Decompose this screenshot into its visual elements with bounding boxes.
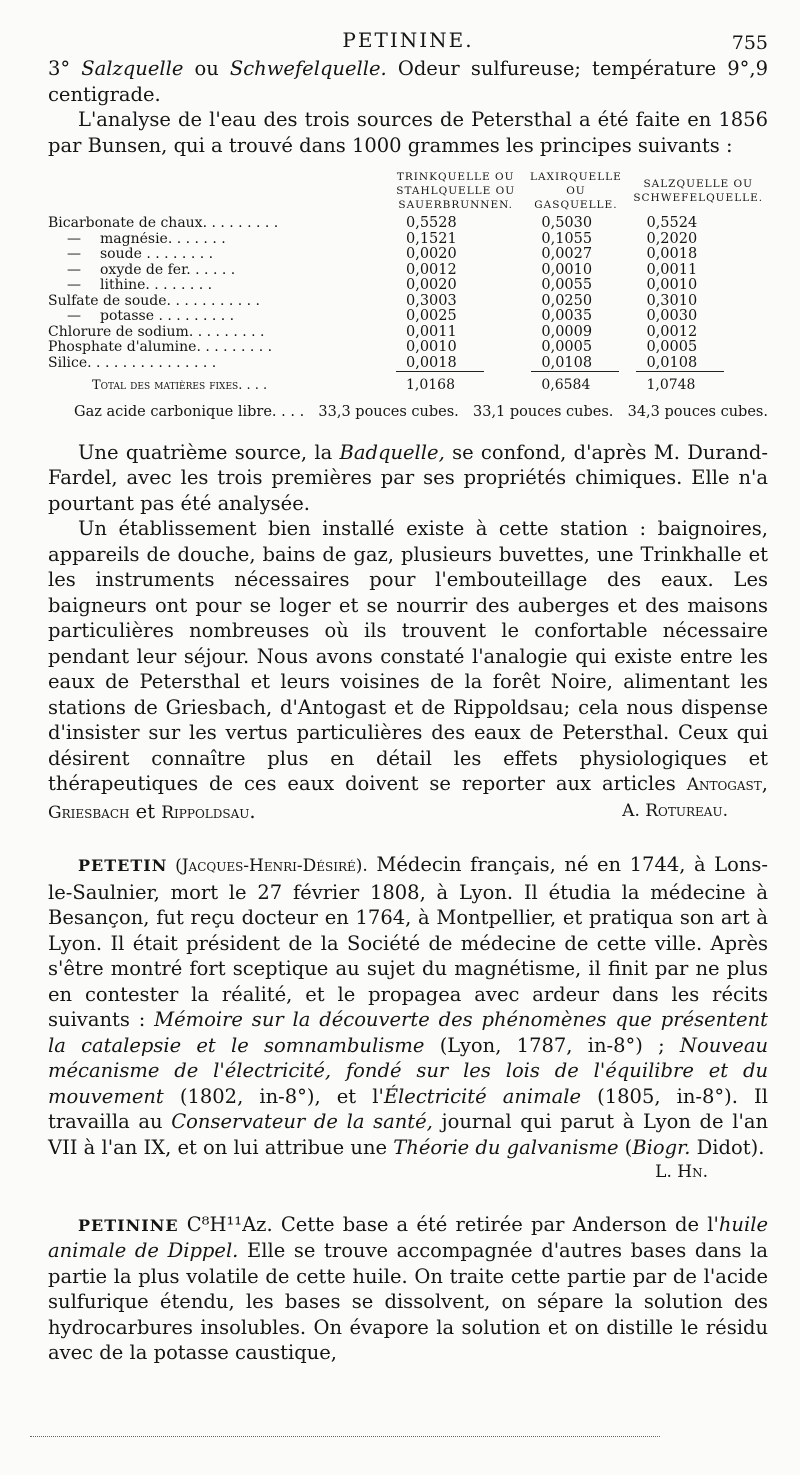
table-row: — oxyde de fer. . . . . . 0,0012 0,0010 0,0011 (48, 263, 768, 279)
cell-value: 0,0012 (646, 323, 698, 340)
table-row (48, 325, 768, 341)
intro-paragraph: 3° Salzquelle ou Schwefelquelle. Odeur sulfureuse; température 9°,9 centigrade. (48, 57, 768, 106)
cell-value: 0,0035 (541, 308, 593, 324)
total-rule (636, 371, 724, 372)
cell-value: 0,5524 (646, 215, 698, 231)
total-rule (531, 371, 619, 372)
analysis-paragraph: L'analyse de l'eau des trois sources de Petersthal a été faite en 1856 par Bunsen, qui a trouvé dans 1000 grammes les principes suivants : (48, 108, 768, 157)
cell-value: 0,5528 (406, 215, 457, 231)
establishment-paragraph: Un établissement bien installé existe à cette station : baignoires, appareils de douche, bains de gaz, plusieurs buvettes, une Trinkhalle et les instruments nécessaires pour l'embouteillage des eaux. Les baigneurs ont pour se loger et se nourrir des auberges et des maisons particulières nombreuses où ils trouvent le confortable nécessaire pendant leur séjour. Nous avons constaté l'analogie qui existe entre les eaux de Petersthal et leurs voisines de la forêt Noire, alimentant les stations de Griesbach, d'Antogast et de Rippoldsau; cela nous dispense d'insister sur les vertus particulières des eaux de Petersthal. Ceux qui désirent connaître plus en détail les effets physiologiques et thérapeutiques de ces eaux doivent se reporter aux articles Antogast, Griesbach et Rippoldsau. A. Rotureau. (48, 517, 768, 823)
cell-value: 0,1521 (406, 230, 457, 247)
cell-value: 0,0018 (646, 246, 698, 262)
row-label: Phosphate d'alumine. . . . . . . . . (48, 340, 273, 355)
row-label: Bicarbonate de chaux. . . . . . . . . (48, 216, 279, 231)
table-row: — soude . . . . . . . . 0,0020 0,0027 0,0018 (48, 247, 768, 263)
row-label: oxyde de fer. . . . . . (100, 262, 236, 278)
cell-value: 0,3010 (646, 292, 698, 309)
cell-value: 0,0012 (406, 261, 457, 278)
page-number: 755 (731, 32, 768, 54)
petinine-article: PETININE C⁸H¹¹Az. Cette base a été retirée par Anderson de l'huile animale de Dippel. Elle se trouve accompagnée d'autres bases dans la partie la plus volatile de cette huile. On traite cette partie par de l'acide sulfurique étendu, les bases se dissolvent, on sépare la solution des hydrocarbures insolubles. On évapore la solution et on distille le résidu avec de la potasse caustique, (48, 1212, 768, 1364)
headword-petinine: PETININE (78, 1215, 179, 1235)
table-row: — lithine. . . . . . . . 0,0020 0,0055 0,0010 (48, 278, 768, 294)
row-label: lithine. . . . . . . . (100, 278, 213, 293)
col-header-2: LAXIRQUELLE OU GASQUELLE. (530, 171, 622, 211)
cell-value: 0,0108 (646, 354, 698, 371)
table-row (48, 294, 768, 310)
cell-value: 0,0011 (406, 323, 457, 340)
page (48, 28, 768, 1366)
table-row: — magnésie. . . . . . . 0,1521 0,1055 0,2020 (48, 232, 768, 248)
cell-value: 0,0020 (406, 246, 457, 262)
table-row (48, 340, 768, 356)
cell-value: 0,0025 (406, 308, 457, 324)
cell-value: 0,0250 (541, 292, 593, 309)
table-row: — potasse . . . . . . . . . 0,0025 0,0035 0,0030 (48, 309, 768, 325)
total-row: Total des matières fixes. . . . 1,0168 0,6584 1,0748 (92, 377, 696, 393)
cell-value: 0,0005 (541, 339, 593, 355)
row-label: potasse . . . . . . . . . (100, 309, 235, 324)
cell-value: 0,0009 (541, 323, 593, 340)
footer-dotted-line (30, 1436, 660, 1437)
table-row (48, 216, 768, 232)
cell-value: 0,0055 (541, 277, 593, 293)
petetin-article: PETETIN (Jacques-Henri-Désiré). Médecin français, né en 1744, à Lons-le-Saulnier, mort le 27 février 1808, à Lyon. Il étudia la médecine à Besançon, fut reçu docteur en 1764, à Montpellier, et pratiqua son art à Lyon. Il était président de la Société de médecine de cette ville. Après s'être montré fort sceptique au sujet du magnétisme, il finit par ne plus en contester la réalité, et le propagea avec ardeur dans les récits suivants : Mémoire sur la découverte des phénomènes que présentent la catalepsie et le somnambulisme (Lyon, 1787, in-8°) ; Nouveau mécanisme de l'électricité, fondé sur les lois de l'équilibre et du mouvement (1802, in-8°), et l'Électricité animale (1805, in-8°). Il travailla au Conservateur de la santé, journal qui parut à Lyon de l'an VII à l'an IX, et on lui attribue une Théorie du galvanisme (Biogr. Didot). L. Hn. (48, 852, 768, 1160)
cell-value: 0,0030 (646, 308, 698, 324)
badquelle-paragraph: Une quatrième source, la Badquelle, se confond, d'après M. Durand-Fardel, avec les trois premières par ses propriétés chimiques. Elle n'a pourtant pas été analysée. (48, 440, 768, 515)
cell-value: 0,0027 (541, 246, 593, 262)
cell-value: 0,0010 (646, 277, 698, 293)
total-rule (396, 371, 484, 372)
cell-value: 0,0020 (406, 277, 457, 293)
analysis-table (48, 170, 768, 394)
col-header-1: TRINKQUELLE OU STAHLQUELLE OU SAUERBRUNNEN. (396, 171, 516, 211)
row-label: magnésie. . . . . . . (100, 231, 226, 247)
signature-rotureau: A. Rotureau. (622, 800, 728, 821)
cell-value: 0,3003 (406, 292, 457, 309)
cell-value: 0,5030 (541, 215, 593, 231)
cell-value: 0,2020 (646, 230, 698, 247)
cell-value: 0,0010 (541, 261, 593, 278)
table-row (48, 356, 768, 372)
running-header (48, 28, 768, 56)
headword-petetin: PETETIN (78, 856, 168, 875)
col-header-3: SALZQUELLE OU SCHWEFELQUELLE. (633, 178, 764, 204)
signature-hn: L. Hn. (655, 1162, 708, 1182)
cell-value: 0,0108 (541, 354, 593, 371)
cell-value: 0,0011 (646, 261, 698, 278)
cell-value: 0,0005 (646, 339, 698, 355)
row-label: Silice. . . . . . . . . . . . . . . (48, 355, 217, 371)
gas-row: Gaz acide carbonique libre. . . . 33,3 pouces cubes. 33,1 pouces cubes. 34,3 pouces cubes. (74, 403, 768, 420)
row-label: soude . . . . . . . . (100, 247, 214, 262)
cell-value: 0,0010 (406, 339, 457, 355)
header-title: PETININE. (342, 28, 474, 52)
row-label: Sulfate de soude. . . . . . . . . . . (48, 293, 261, 309)
cell-value: 0,0018 (406, 354, 457, 371)
row-label: Chlorure de sodium. . . . . . . . . (48, 324, 265, 340)
cell-value: 0,1055 (541, 230, 593, 247)
